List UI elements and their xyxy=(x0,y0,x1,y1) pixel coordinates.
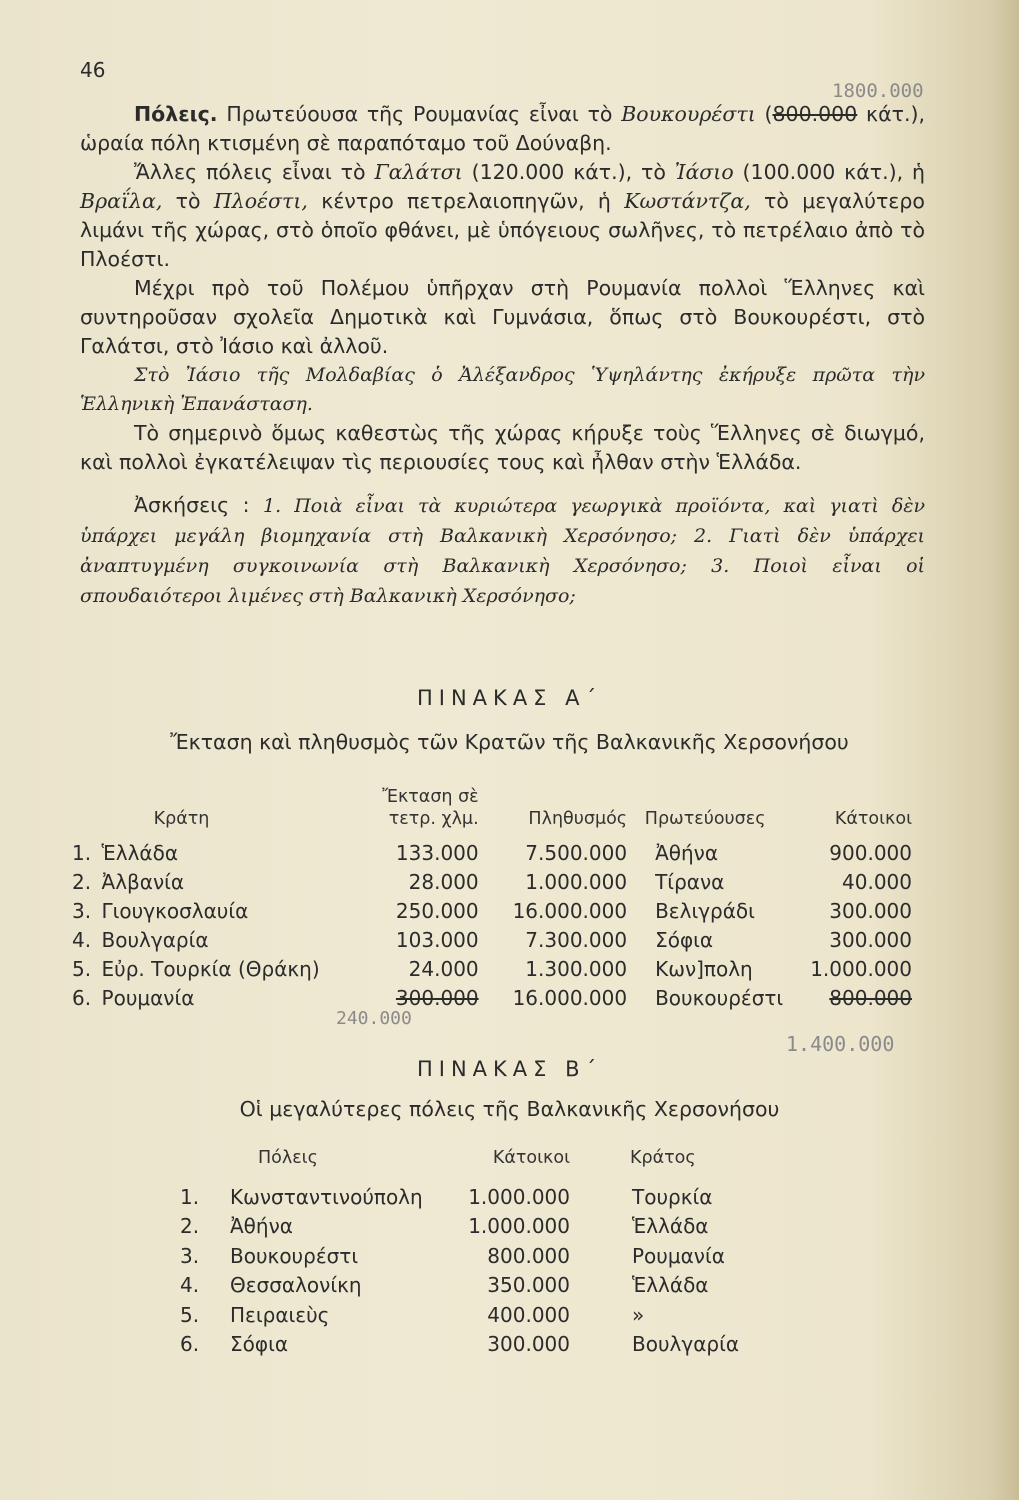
table-row: 3. Γιουγκοσλαυία 250.000 16.000.000 Βελιγράδι 300.000 xyxy=(72,898,912,923)
table-states xyxy=(72,786,912,1012)
col-header-capitals: Πρωτεύουσες xyxy=(644,809,766,829)
table-row: 1. Κωνσταντινούπολη 1.000.000 Τουρκία xyxy=(180,1184,713,1209)
paragraph-revolution: Στὸ Ἰάσιο τῆς Μολδαβίας ὁ Ἀλέξανδρος Ὑψηλάντης ἐκήρυξε πρῶτα τὴν Ἑλληνικὴ Ἐπανάσταση. xyxy=(80,364,925,415)
col-header-state: Κράτη xyxy=(153,809,210,829)
table-row: 1. Ἑλλάδα 133.000 7.500.000 Ἀθήνα 900.000 xyxy=(72,840,912,865)
table-row: 4. Θεσσαλονίκη 350.000 Ἑλλάδα xyxy=(180,1273,709,1298)
table-row: 6. Ρουμανία 300.000 16.000.000 Βουκουρέστι 800.000 xyxy=(72,985,912,1010)
exercises-text: 1. Ποιὰ εἶναι τὰ κυριώτερα γεωργικὰ προϊόντα, καὶ γιατὶ δὲν ὑπάρχει μεγάλη βιομηχανία στὴ Βαλκανικὴ Χερσόνησο; 2. Γιατὶ δὲν ὑπάρχει ἀναπτυγμένη συγκοινωνία στὴ Βαλκανικὴ Χερσόνησο; 3. Ποιοὶ εἶναι οἱ σπουδαιότεροι λιμένες στὴ Βαλκανικὴ Χερσόνησο; xyxy=(80,495,925,607)
paragraph-other-cities: Ἄλλες πόλεις εἶναι τὸ Γαλάτσι (120.000 κάτ.), τὸ Ἰάσιο (100.000 κάτ.), ἡ Βραΐλα, τὸ Πλοέστι, κέντρο πετρελαιοπηγῶν, ἡ Κωστάντζα, τὸ μεγαλύτερο λιμάνι τῆς χώρας, στὸ ὁποῖο φθάνει, μὲ ὑπόγειους σωλῆνες, τὸ πετρέλαιο ἀπὸ τὸ Πλοέστι. xyxy=(80,160,925,271)
table-a-heading: ΠΙΝΑΚΑΣ Α΄ xyxy=(416,686,602,710)
exercises xyxy=(80,491,925,611)
handwritten-area-correction: 240.000 xyxy=(336,1008,412,1029)
col-header-area: Ἔκταση σὲ τετρ. χλμ. xyxy=(382,787,479,829)
struck-population: 800.000 xyxy=(772,102,858,126)
table-a-title: Ἔκταση καὶ πληθυσμὸς τῶν Κρατῶν τῆς Βαλκανικῆς Χερσονήσου xyxy=(170,730,849,754)
table-b-title: Οἱ μεγαλύτερες πόλεις τῆς Βαλκανικῆς Χερσονήσου xyxy=(239,1097,780,1121)
table-row: 3. Βουκουρέστι 800.000 Ρουμανία xyxy=(180,1243,725,1268)
handwritten-annotation: 1800.000 xyxy=(832,80,924,102)
col-header-residents: Κάτοικοι xyxy=(492,1148,570,1168)
table-b-heading: ΠΙΝΑΚΑΣ Β΄ xyxy=(416,1057,603,1081)
table-row: 5. Πειραιεὺς 400.000 » xyxy=(180,1302,645,1327)
city-name: Βουκουρέστι xyxy=(621,102,756,126)
table-header-row xyxy=(180,1148,740,1182)
table-row: 2. Ἀθήνα 1.000.000 Ἑλλάδα xyxy=(180,1214,709,1239)
section-lead: Πόλεις. xyxy=(134,102,218,126)
col-header-residents: Κάτοικοι xyxy=(834,809,912,829)
page-number: 46 xyxy=(80,58,106,82)
paragraph-regime: Τὸ σημερινὸ ὅμως καθεστὼς τῆς χώρας κήρυξε τοὺς Ἕλληνες σὲ διωγμό, καὶ πολλοὶ ἐγκατέλειψαν τὶς περιουσίες τους καὶ ἦλθαν στὴν Ἑλλάδα. xyxy=(80,421,925,474)
col-header-state: Κράτος xyxy=(630,1148,696,1168)
body-text xyxy=(80,100,925,611)
table-row: 4. Βουλγαρία 103.000 7.300.000 Σόφια 300.000 xyxy=(72,927,912,952)
table-cities xyxy=(180,1148,740,1359)
paragraph-cities: Πόλεις. Πρωτεύουσα τῆς Ρουμανίας εἶναι τὸ Βουκουρέστι (800.000 κάτ.), ὡραία πόλη κτισμένη σὲ παραπόταμο τοῦ Δούναβη. xyxy=(80,102,925,155)
table-row: 5. Εὐρ. Τουρκία (Θράκη) 24.000 1.300.000 Κων]πολη 1.000.000 xyxy=(72,956,912,981)
paragraph-greeks: Μέχρι πρὸ τοῦ Πολέμου ὑπῆρχαν στὴ Ρουμανία πολλοὶ Ἕλληνες καὶ συντηροῦσαν σχολεῖα Δημοτικὰ καὶ Γυμνάσια, ὅπως στὸ Βουκουρέστι, στὸ Γαλάτσι, στὸ Ἰάσιο καὶ ἀλλοῦ. xyxy=(80,276,925,358)
table-row: 6. Σόφια 300.000 Βουλγαρία xyxy=(180,1332,740,1357)
table-row: 2. Ἀλβανία 28.000 1.000.000 Τίρανα 40.000 xyxy=(72,869,912,894)
handwritten-residents-correction: 1.400.000 xyxy=(786,1032,895,1056)
col-header-city: Πόλεις xyxy=(258,1148,318,1168)
exercises-label: Ἀσκήσεις : xyxy=(134,493,250,517)
col-header-population: Πληθυσμός xyxy=(528,809,628,829)
table-header-row xyxy=(72,786,912,838)
